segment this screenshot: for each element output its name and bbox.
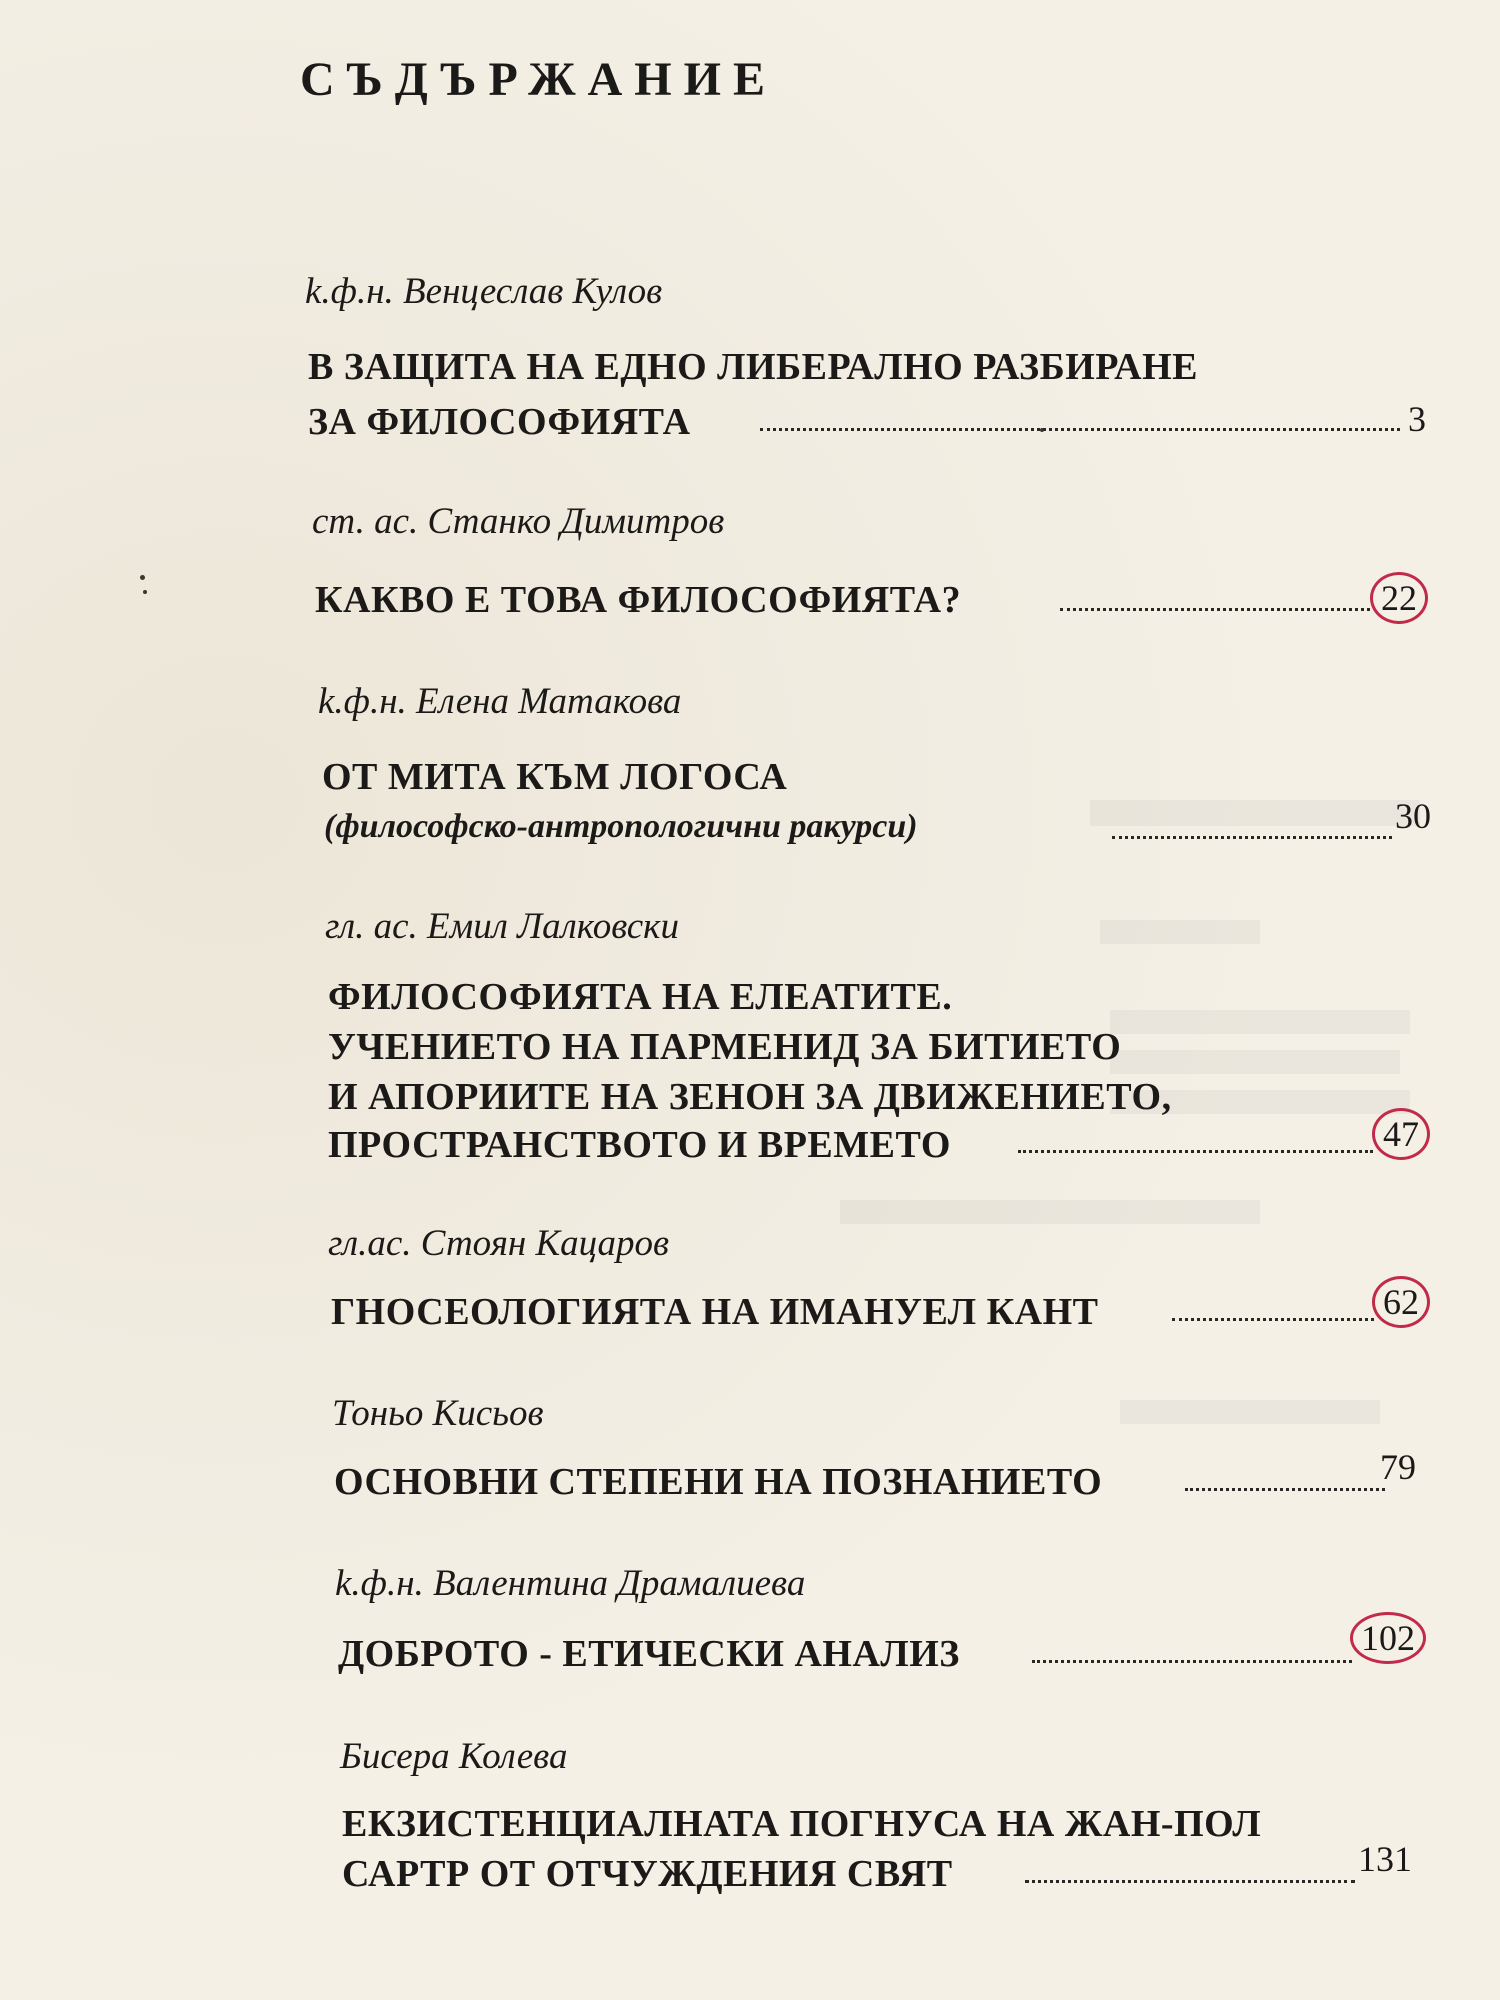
entry-page-number: 3 — [1408, 399, 1426, 439]
leader-dots — [1025, 1880, 1355, 1883]
entry-author: k.ф.н. Елена Матакова — [318, 681, 682, 722]
entry-author: гл. ас. Емил Лалковски — [325, 906, 679, 947]
page-title: СЪДЪРЖАНИЕ — [300, 53, 777, 106]
entry-title-line: САРТР ОТ ОТЧУЖДЕНИЯ СВЯТ — [342, 1853, 953, 1895]
entry-title-line: ГНОСЕОЛОГИЯТА НА ИМАНУЕЛ КАНТ — [331, 1291, 1099, 1333]
entry-title-line: ПРОСТРАНСТВОТО И ВРЕМЕТО — [328, 1124, 951, 1166]
entry-page-number: 131 — [1358, 1839, 1412, 1879]
entry-page-number: 62 — [1372, 1276, 1430, 1328]
entry-title-line: ОСНОВНИ СТЕПЕНИ НА ПОЗНАНИЕТО — [334, 1461, 1103, 1503]
leader-dots — [1060, 608, 1370, 611]
entry-page-number: 30 — [1395, 796, 1431, 836]
entry-title-line: И АПОРИИТЕ НА ЗЕНОН ЗА ДВИЖЕНИЕТО, — [328, 1076, 1172, 1118]
entry-title-line: ЕКЗИСТЕНЦИАЛНАТА ПОГНУСА НА ЖАН-ПОЛ — [342, 1803, 1262, 1845]
entry-title-line: УЧЕНИЕТО НА ПАРМЕНИД ЗА БИТИЕТО — [328, 1026, 1122, 1068]
leader-dots — [1032, 1660, 1352, 1663]
entry-page-number: 22 — [1370, 572, 1428, 624]
entry-title-line: В ЗАЩИТА НА ЕДНО ЛИБЕРАЛНО РАЗБИРАНЕ — [308, 346, 1198, 388]
leader-dots — [1172, 1318, 1374, 1321]
entry-author: ст. ас. Станко Димитров — [312, 501, 725, 542]
entry-title-line: ЗА ФИЛОСОФИЯТА — [308, 401, 691, 443]
leader-dots — [1018, 1150, 1373, 1153]
entry-author: k.ф.н. Валентина Драмалиева — [335, 1563, 806, 1604]
leader-dots — [760, 428, 1400, 431]
entry-title-line: ОТ МИТА КЪМ ЛОГОСА — [322, 756, 788, 798]
entry-subtitle: (философско-антропологични ракурси) — [324, 808, 918, 845]
entry-title-line: ФИЛОСОФИЯТА НА ЕЛЕАТИТЕ. — [328, 976, 953, 1018]
leader-dots — [1112, 836, 1392, 839]
entry-author: Бисера Колева — [340, 1736, 568, 1777]
entry-page-number: 102 — [1350, 1612, 1426, 1664]
entry-author: гл.ас. Стоян Кацаров — [328, 1223, 670, 1264]
entry-title-line: КАКВО Е ТОВА ФИЛОСОФИЯТА? — [315, 579, 962, 621]
entry-author: k.ф.н. Венцеслав Кулов — [305, 271, 663, 312]
leader-dots — [1185, 1488, 1385, 1491]
entry-page-number: 47 — [1372, 1108, 1430, 1160]
entry-page-number: 79 — [1380, 1447, 1416, 1487]
entry-title-line: ДОБРОТО - ЕТИЧЕСКИ АНАЛИЗ — [338, 1633, 960, 1675]
entry-author: Тоньо Кисьов — [332, 1393, 544, 1434]
